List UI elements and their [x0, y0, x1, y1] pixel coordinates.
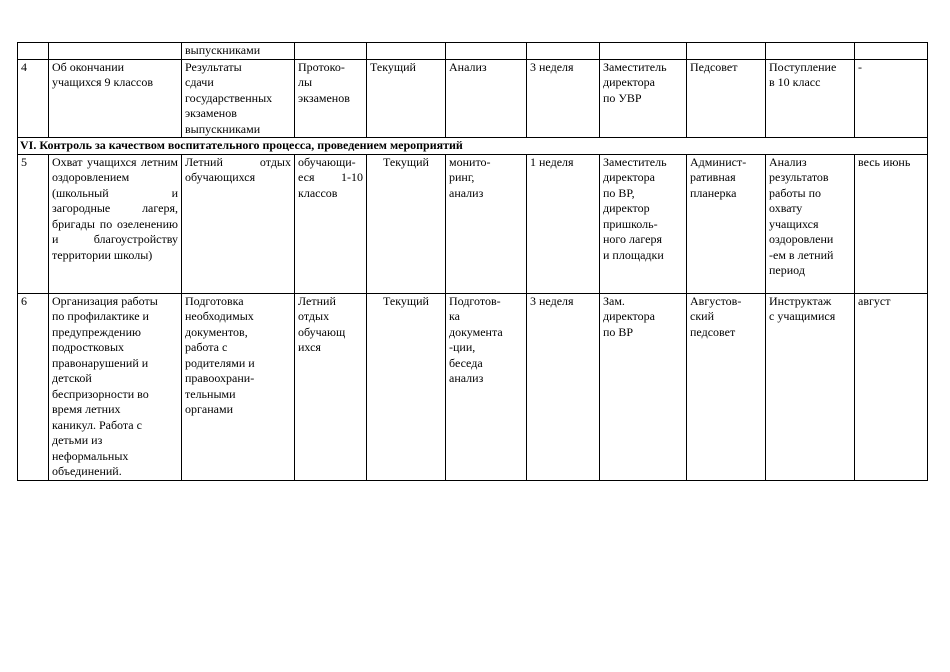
cell-summary-place: Августов- ский педсовет	[687, 293, 766, 480]
cell-summary-place	[687, 43, 766, 60]
cell-decision	[766, 43, 855, 60]
cell-responsible: Заместитель директора по ВР, директор пришколь- ного лагеря и площадки	[600, 154, 687, 293]
table-row-continuation	[18, 43, 928, 60]
cell-responsible	[600, 43, 687, 60]
cell-type: Текущий	[367, 154, 446, 293]
cell-decision: Анализ результатов работы по охвату учащихся оздоровлени -ем в летний период	[766, 154, 855, 293]
cell-deadline: весь июнь	[855, 154, 928, 293]
table-row-5	[18, 154, 928, 293]
cell-term: 3 неделя	[527, 59, 600, 138]
cell-deadline: -	[855, 59, 928, 138]
table-row-4	[18, 59, 928, 138]
cell-responsible: Заместитель директора по УВР	[600, 59, 687, 138]
cell-type: Текущий	[367, 293, 446, 480]
section-title: VI. Контроль за качеством воспитательного процесса, проведением мероприятий	[18, 138, 928, 155]
cell-type	[367, 43, 446, 60]
cell-object: обучающи-еся 1-10 классов	[295, 154, 367, 293]
section-row	[18, 138, 928, 155]
cell-decision: Инструктаж с учащимися	[766, 293, 855, 480]
cell-object	[295, 43, 367, 60]
cell-content: выпускниками	[182, 43, 295, 60]
cell-type: Текущий	[367, 59, 446, 138]
cell-num: 4	[18, 59, 49, 138]
cell-term	[527, 43, 600, 60]
cell-method: монито- ринг, анализ	[446, 154, 527, 293]
cell-deadline: август	[855, 293, 928, 480]
cell-num: 6	[18, 293, 49, 480]
cell-num	[18, 43, 49, 60]
cell-num: 5	[18, 154, 49, 293]
cell-term: 3 неделя	[527, 293, 600, 480]
cell-subject: Охват учащихся летним оздоровлением (школьный и загородные лагеря, бригады по озеленению и благоустройству территории школы)	[49, 154, 182, 293]
cell-responsible: Зам. директора по ВР	[600, 293, 687, 480]
cell-method	[446, 43, 527, 60]
cell-deadline	[855, 43, 928, 60]
cell-object: Летний отдых обучающ ихся	[295, 293, 367, 480]
cell-subject: Об окончании учащихся 9 классов	[49, 59, 182, 138]
cell-content: Подготовка необходимых документов, работа с родителями и правоохрани- тельными органами	[182, 293, 295, 480]
cell-method: Подготов- ка документа -ции, беседа анализ	[446, 293, 527, 480]
cell-subject: Организация работы по профилактике и предупреждению подростковых правонарушений и детской беспризорности во время летних каникул. Работа с детьми из неформальных объединений.	[49, 293, 182, 480]
cell-method: Анализ	[446, 59, 527, 138]
cell-decision: Поступление в 10 класс	[766, 59, 855, 138]
cell-object: Протоко- лы экзаменов	[295, 59, 367, 138]
cell-summary-place: Педсовет	[687, 59, 766, 138]
cell-subject	[49, 43, 182, 60]
cell-content: Результаты сдачи государственных экзаменов выпускниками	[182, 59, 295, 138]
cell-summary-place: Админист- ративная планерка	[687, 154, 766, 293]
cell-term: 1 неделя	[527, 154, 600, 293]
control-plan-table	[17, 42, 928, 481]
table-row-6	[18, 293, 928, 480]
cell-content: Летний отдых обучающихся	[182, 154, 295, 293]
